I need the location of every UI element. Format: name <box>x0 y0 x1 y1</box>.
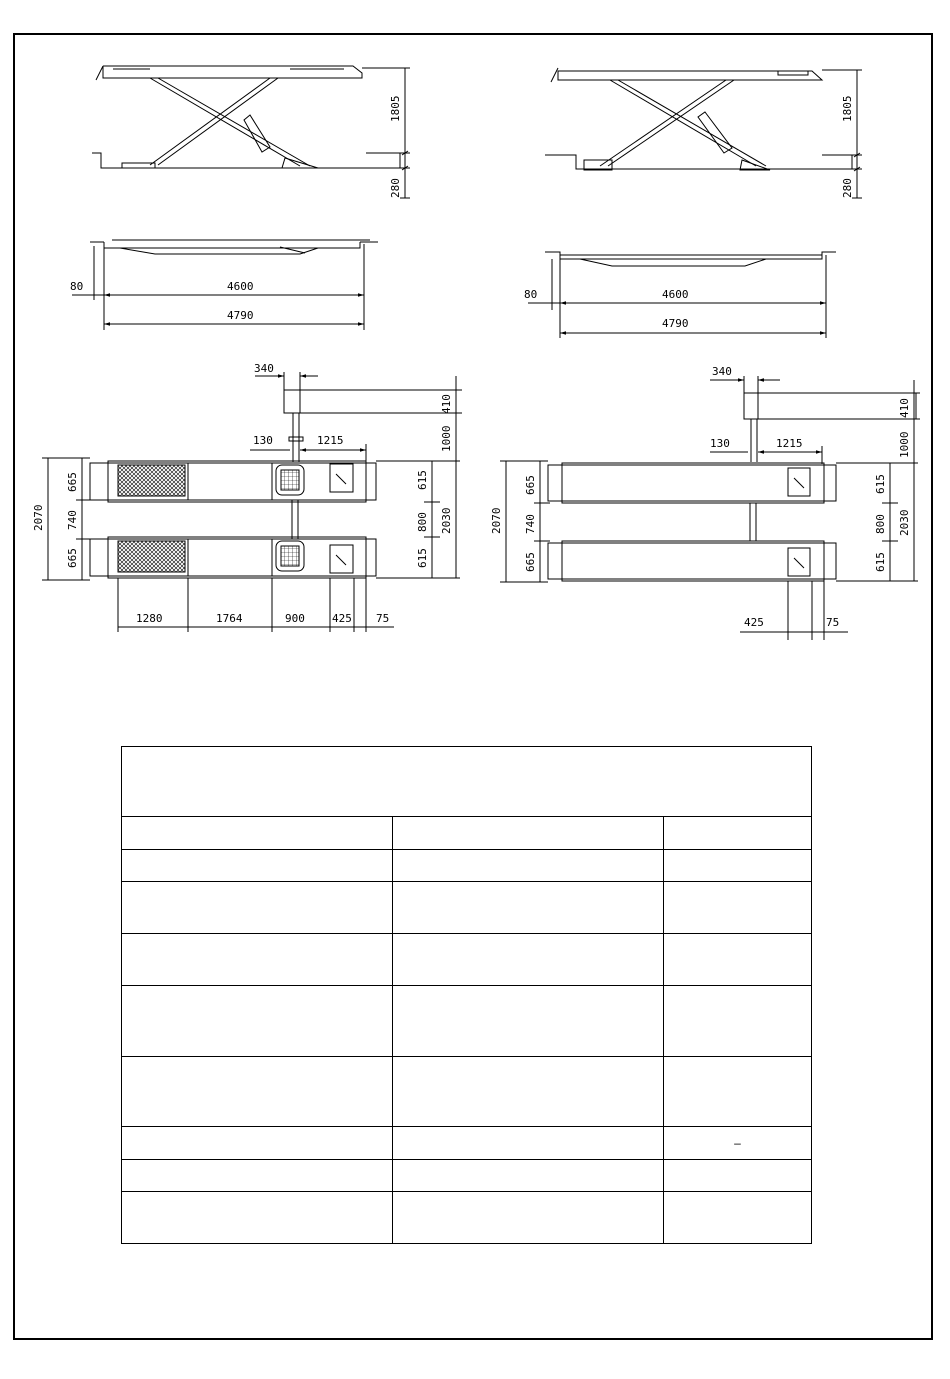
table-cell <box>122 1057 393 1127</box>
spec-table <box>121 746 812 1244</box>
dim-platform-length: 4600 <box>227 280 254 293</box>
dim-left-2: 740 <box>66 510 79 530</box>
dim-arm-depth: 410 <box>440 394 453 414</box>
dim-right-2: 800 <box>874 514 887 534</box>
dim-right-1: 615 <box>416 470 429 490</box>
table-cell: – <box>664 1127 812 1160</box>
right-top-view <box>500 376 920 640</box>
dim-to-arm: 1215 <box>317 434 344 447</box>
table-cell <box>664 850 812 882</box>
dim-right-3: 615 <box>416 548 429 568</box>
table-title-cell <box>122 747 812 817</box>
dim-left-3: 665 <box>66 548 79 568</box>
dim-to-arm: 1215 <box>776 437 803 450</box>
dim-offset: 80 <box>70 280 84 293</box>
dim-right-3: 615 <box>874 552 887 572</box>
dim-bottom-1: 425 <box>744 616 764 629</box>
table-cell <box>122 850 393 882</box>
table-cell <box>393 1127 664 1160</box>
table-cell <box>664 882 812 934</box>
table-cell <box>393 850 664 882</box>
left-side-view <box>92 66 410 198</box>
table-cell <box>393 1057 664 1127</box>
dim-offset: 80 <box>524 288 538 301</box>
dim-left-2: 740 <box>524 514 537 534</box>
table-row <box>122 1057 812 1127</box>
dim-pit-depth: 280 <box>389 178 402 198</box>
table-cell <box>664 934 812 986</box>
dim-arm-width: 340 <box>712 365 732 378</box>
dim-gap: 130 <box>253 434 273 447</box>
table-cell <box>393 986 664 1057</box>
table-row <box>122 882 812 934</box>
table-cell <box>664 817 812 850</box>
right-side-view <box>545 68 862 198</box>
table-row <box>122 817 812 850</box>
dim-arm-width: 340 <box>254 362 274 375</box>
table-cell <box>393 817 664 850</box>
table-cell <box>664 986 812 1057</box>
table-cell <box>664 1057 812 1127</box>
table-cell <box>393 934 664 986</box>
table-row <box>122 850 812 882</box>
dim-overall-length: 4790 <box>662 317 689 330</box>
table-row <box>122 1192 812 1244</box>
table-row <box>122 1160 812 1192</box>
dim-left-3: 665 <box>524 552 537 572</box>
dim-left-total: 2070 <box>490 507 503 534</box>
table-cell <box>664 1160 812 1192</box>
table-row <box>122 1127 812 1160</box>
table-cell <box>122 934 393 986</box>
table-cell <box>393 1192 664 1244</box>
left-length-view <box>72 240 378 330</box>
table-cell <box>664 1192 812 1244</box>
table-cell <box>393 1160 664 1192</box>
dim-bottom-4: 425 <box>332 612 352 625</box>
dim-height: 1805 <box>841 95 854 122</box>
dim-left-1: 665 <box>524 475 537 495</box>
table-cell <box>122 986 393 1057</box>
table-row <box>122 934 812 986</box>
left-dimension-labels <box>32 96 453 626</box>
table-row <box>122 986 812 1057</box>
dim-left-1: 665 <box>66 472 79 492</box>
dim-left-total: 2070 <box>32 504 45 531</box>
dim-pit-depth: 280 <box>841 178 854 198</box>
table-cell <box>122 882 393 934</box>
table-cell <box>122 817 393 850</box>
dim-height: 1805 <box>389 95 402 122</box>
table-cell <box>122 1160 393 1192</box>
dim-overall-length: 4790 <box>227 309 254 322</box>
dim-bottom-2: 75 <box>826 616 840 629</box>
right-dimension-labels <box>490 96 911 630</box>
table-cell <box>122 1192 393 1244</box>
dim-right-2: 800 <box>416 512 429 532</box>
dim-bottom-1: 1280 <box>136 612 163 625</box>
dim-arm-depth: 410 <box>898 398 911 418</box>
dim-right-total: 2030 <box>440 507 453 534</box>
left-top-view <box>42 372 462 632</box>
dim-arm-reach: 1000 <box>440 425 453 452</box>
dim-arm-reach: 1000 <box>898 431 911 458</box>
dim-bottom-3: 900 <box>285 612 305 625</box>
dim-platform-length: 4600 <box>662 288 689 301</box>
table-cell <box>122 1127 393 1160</box>
dim-bottom-2: 1764 <box>216 612 243 625</box>
dim-bottom-5: 75 <box>376 612 390 625</box>
dim-right-total: 2030 <box>898 509 911 536</box>
dim-right-1: 615 <box>874 474 887 494</box>
table-header-row <box>122 747 812 817</box>
table-cell <box>393 882 664 934</box>
dim-gap: 130 <box>710 437 730 450</box>
